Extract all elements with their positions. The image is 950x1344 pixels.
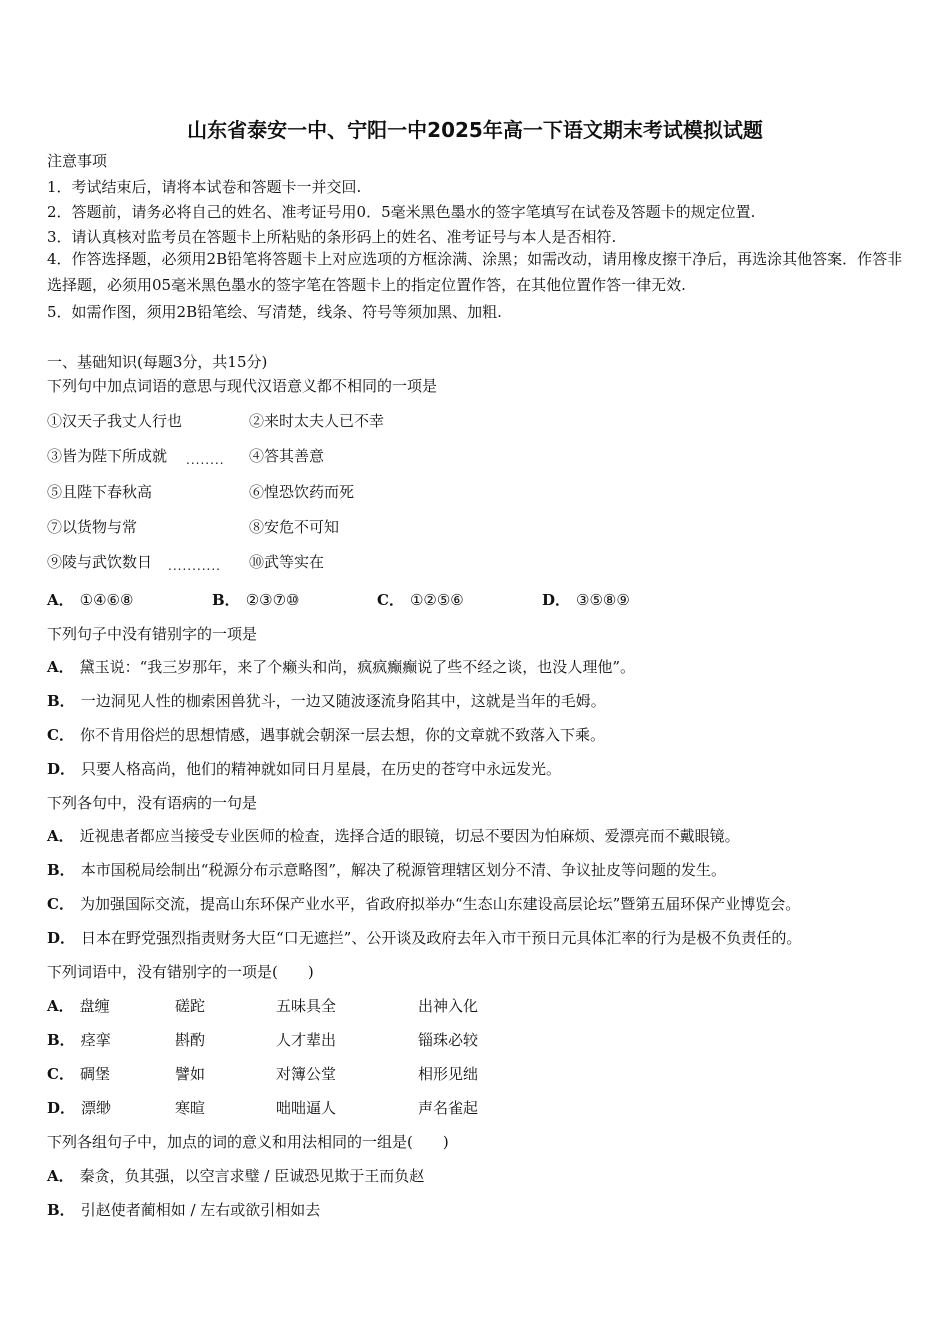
notice-item: 5．如需作图，须用2B铅笔绘、写清楚，线条、符号等须加黑、加粗.	[47, 303, 502, 321]
option-label: A．	[47, 658, 74, 676]
option-word: 寒暄	[175, 1099, 206, 1117]
option-word: 盘缠	[79, 997, 110, 1015]
option-label: D．	[47, 1099, 76, 1117]
option-label: B．	[47, 1201, 75, 1219]
q3-option-a	[47, 825, 740, 846]
q2-option-a	[47, 656, 635, 677]
option-word: 相形见绌	[418, 1065, 479, 1083]
option-word: 咄咄逼人	[276, 1099, 337, 1117]
notice-item: 4．作答选择题，必须用2B铅笔将答题卡上对应选项的方框涂满、涂黑；如需改动，请用橡皮擦干净后，再选涂其他答案．作答非选择题，必须用05毫米黑色墨水的签字笔在答题卡上的指定位置作答，在其他位置作答一律无效.	[47, 250, 903, 294]
q4-row-label	[47, 1029, 111, 1050]
option-text: ①④⑥⑧	[79, 591, 134, 609]
option-text: ①②⑤⑥	[409, 591, 464, 609]
option-label: B．	[212, 591, 240, 609]
question-3-stem: 下列各句中，没有语病的一句是	[47, 794, 258, 812]
q3-option-b	[47, 859, 726, 880]
q1-option-d	[542, 589, 630, 610]
section-heading: 一、基础知识(每题3分，共15分)	[47, 353, 268, 371]
option-word: 磋跎	[175, 997, 206, 1015]
notice-item: 2．答题前，请务必将自己的姓名、准考证号用0．5毫米黑色墨水的签字笔填写在试卷及答题卡的规定位置.	[47, 203, 756, 221]
option-word: 漂缈	[81, 1099, 112, 1117]
notice-heading: 注意事项	[47, 152, 108, 170]
question-1-stem: 下列句中加点词语的意思与现代汉语意义都不相同的一项是	[47, 377, 438, 395]
emphasis-dots: ...........	[168, 559, 221, 573]
option-label: B．	[47, 861, 75, 879]
q3-option-d	[47, 927, 801, 948]
q1-option-b	[212, 589, 299, 610]
q1-item: ⑩武等实在	[249, 553, 325, 571]
option-word: 碉堡	[79, 1065, 110, 1083]
option-text: ③⑤⑧⑨	[576, 591, 630, 609]
option-label: D．	[47, 929, 76, 947]
option-word: 锱珠必较	[418, 1031, 479, 1049]
question-2-stem: 下列句子中没有错别字的一项是	[47, 625, 258, 643]
q1-option-a	[47, 589, 133, 610]
q1-item: ⑥惶恐饮药而死	[249, 483, 355, 501]
option-text: 黛玉说：“我三岁那年，来了个癞头和尚，疯疯癫癫说了些不经之谈，也没人理他”。	[79, 658, 635, 676]
option-label: A．	[47, 591, 74, 609]
option-word: 斟酌	[175, 1031, 206, 1049]
q2-option-b	[47, 690, 606, 711]
q2-option-c	[47, 724, 605, 745]
q1-item: ④答其善意	[249, 447, 325, 465]
q2-option-d	[47, 758, 561, 779]
q4-row-label	[47, 1063, 110, 1084]
option-label: A．	[47, 1167, 74, 1185]
q4-row-label	[47, 1097, 111, 1118]
option-label: B．	[47, 692, 75, 710]
q1-item: ①汉天子我丈人行也	[47, 412, 183, 430]
q5-option-b	[47, 1199, 320, 1220]
option-label: A．	[47, 827, 74, 845]
notice-item: 1．考试结束后，请将本试卷和答题卡一并交回.	[47, 178, 362, 196]
option-text: 引赵使者蔺相如 / 左右或欲引相如去	[80, 1201, 321, 1219]
option-text: 你不肯用俗烂的思想情感，遇事就会朝深一层去想，你的文章就不致落入下乘。	[79, 726, 605, 744]
question-5-stem: 下列各组句子中，加点的词的意义和用法相同的一组是( )	[47, 1133, 449, 1151]
q1-item: ②来时太夫人已不幸	[249, 412, 385, 430]
q1-item: ⑤且陛下春秋高	[47, 483, 153, 501]
option-word: 对簿公堂	[276, 1065, 337, 1083]
question-4-stem: 下列词语中，没有错别字的一项是( )	[47, 963, 314, 981]
q1-item: ⑧安危不可知	[249, 518, 340, 536]
option-word: 五味具全	[276, 997, 337, 1015]
option-text: 本市国税局绘制出“税源分布示意略图”，解决了税源管理辖区划分不清、争议扯皮等问题的发生。	[80, 861, 727, 879]
option-label: A．	[47, 997, 74, 1015]
q4-row-label	[47, 995, 110, 1016]
option-label: D．	[542, 591, 571, 609]
option-word: 痉挛	[80, 1031, 111, 1049]
option-label: B．	[47, 1031, 75, 1049]
q1-item: ③皆为陛下所成就	[47, 447, 168, 465]
q1-item: ⑦以货物与常	[47, 518, 138, 536]
option-word: 出神入化	[418, 997, 479, 1015]
option-text: 为加强国际交流，提高山东环保产业水平，省政府拟举办“生态山东建设高层论坛”暨第五届环保产业博览会。	[79, 895, 801, 913]
option-text: 近视患者都应当接受专业医师的检查，选择合适的眼镜，切忌不要因为怕麻烦、爱漂亮而不戴眼镜。	[79, 827, 740, 845]
option-label: D．	[47, 760, 76, 778]
emphasis-dots: ........	[186, 453, 225, 467]
option-text: 日本在野党强烈指责财务大臣“口无遮拦”、公开谈及政府去年入市干预日元具体汇率的行为是极不负责任的。	[81, 929, 802, 947]
q1-option-c	[377, 589, 464, 610]
option-word: 人才辈出	[276, 1031, 337, 1049]
option-word: 声名雀起	[418, 1099, 479, 1117]
exam-title: 山东省泰安一中、宁阳一中2025年高一下语文期末考试模拟试题	[187, 118, 763, 142]
q5-option-a	[47, 1165, 424, 1186]
option-text: ②③⑦⑩	[245, 591, 300, 609]
option-label: C．	[377, 591, 404, 609]
option-label: C．	[47, 895, 74, 913]
notice-item: 3．请认真核对监考员在答题卡上所粘贴的条形码上的姓名、准考证号与本人是否相符.	[47, 228, 617, 246]
option-text: 只要人格高尚，他们的精神就如同日月星晨，在历史的苍穹中永远发光。	[81, 760, 562, 778]
option-text: 秦贪，负其强，以空言求璧 / 臣诚恐见欺于王而负赵	[79, 1167, 425, 1185]
option-word: 譬如	[175, 1065, 206, 1083]
option-label: C．	[47, 726, 74, 744]
option-text: 一边洞见人性的枷索困兽犹斗，一边又随波逐流身陷其中，这就是当年的毛姆。	[80, 692, 606, 710]
q3-option-c	[47, 893, 800, 914]
option-label: C．	[47, 1065, 74, 1083]
q1-item: ⑨陵与武饮数日	[47, 553, 153, 571]
